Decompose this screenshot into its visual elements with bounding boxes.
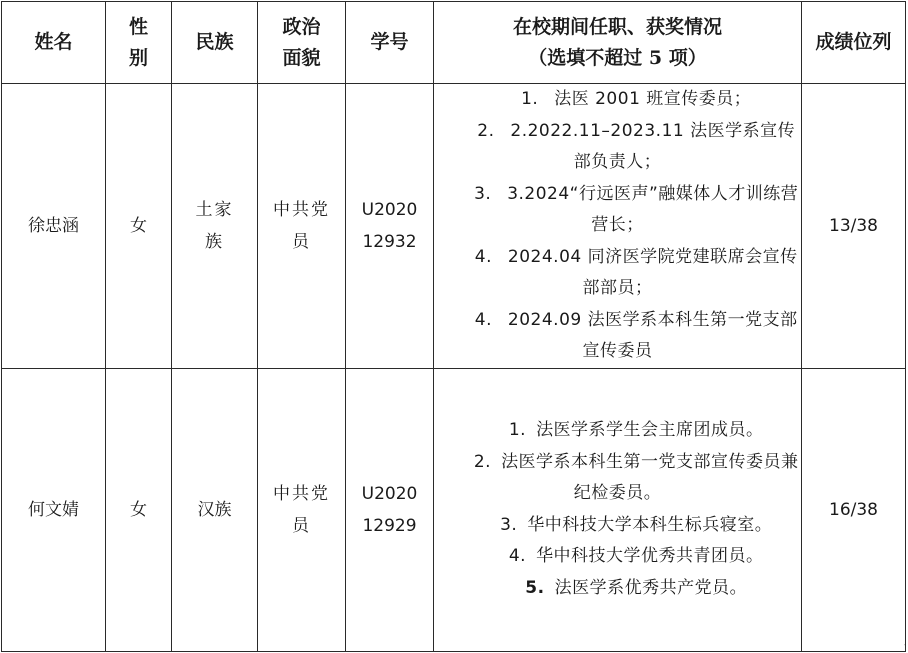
list-item: 4. 2024.04 同济医学院党建联席会宣传部部员； [474,246,798,298]
cell-political: 中共党员 [258,84,346,369]
cell-name: 何文婧 [2,368,106,651]
list-item: 4. 2024.09 法医学系本科生第一党支部宣传委员 [474,309,798,361]
list-item: 1. 法医 2001 班宣传委员； [521,89,752,109]
header-awards-title: 在校期间任职、获奖情况 [512,15,722,38]
cell-student-id: U202012929 [346,368,434,651]
list-item: 5. 法医学系优秀共产党员。 [525,577,748,598]
list-item: 1. 法医学系学生会主席团成员。 [508,420,764,440]
header-rank: 成绩位列 [802,2,906,84]
header-political: 政治面貌 [258,2,346,84]
student-info-table [1,1,906,652]
table-row [2,368,906,651]
cell-awards [434,368,802,651]
corner-mark: ˙ [903,644,906,651]
cell-gender: 女 [106,84,172,369]
list-item: 3. 华中科技大学本科生标兵寝室。 [500,514,773,535]
cell-ethnicity: 汉族 [172,368,258,651]
cell-awards [434,84,802,369]
list-item: 2. 2.2022.11–2023.11 法医学系宣传部负责人； [477,120,796,172]
cell-gender: 女 [106,368,172,651]
list-item: 3. 3.2024“行远医声”融媒体人才训练营营长； [474,183,799,235]
list-item: 4. 华中科技大学优秀共青团员。 [508,546,764,566]
cell-ethnicity: 土家族 [172,84,258,369]
cell-rank: 13/38 [802,84,906,369]
cell-student-id: U202012932 [346,84,434,369]
header-ethnicity: 民族 [172,2,258,84]
cell-rank: 16/38 [802,368,906,651]
header-row [2,2,906,84]
header-awards [434,2,802,84]
table-row [2,84,906,369]
header-gender: 性别 [106,2,172,84]
cell-name: 徐忠涵 [2,84,106,369]
list-item: 2. 法医学系本科生第一党支部宣传委员兼纪检委员。 [473,451,799,503]
header-student-id: 学号 [346,2,434,84]
cell-political: 中共党员 [258,368,346,651]
header-name: 姓名 [2,2,106,84]
header-awards-subtitle: （选填不超过 5 项） [528,46,707,69]
